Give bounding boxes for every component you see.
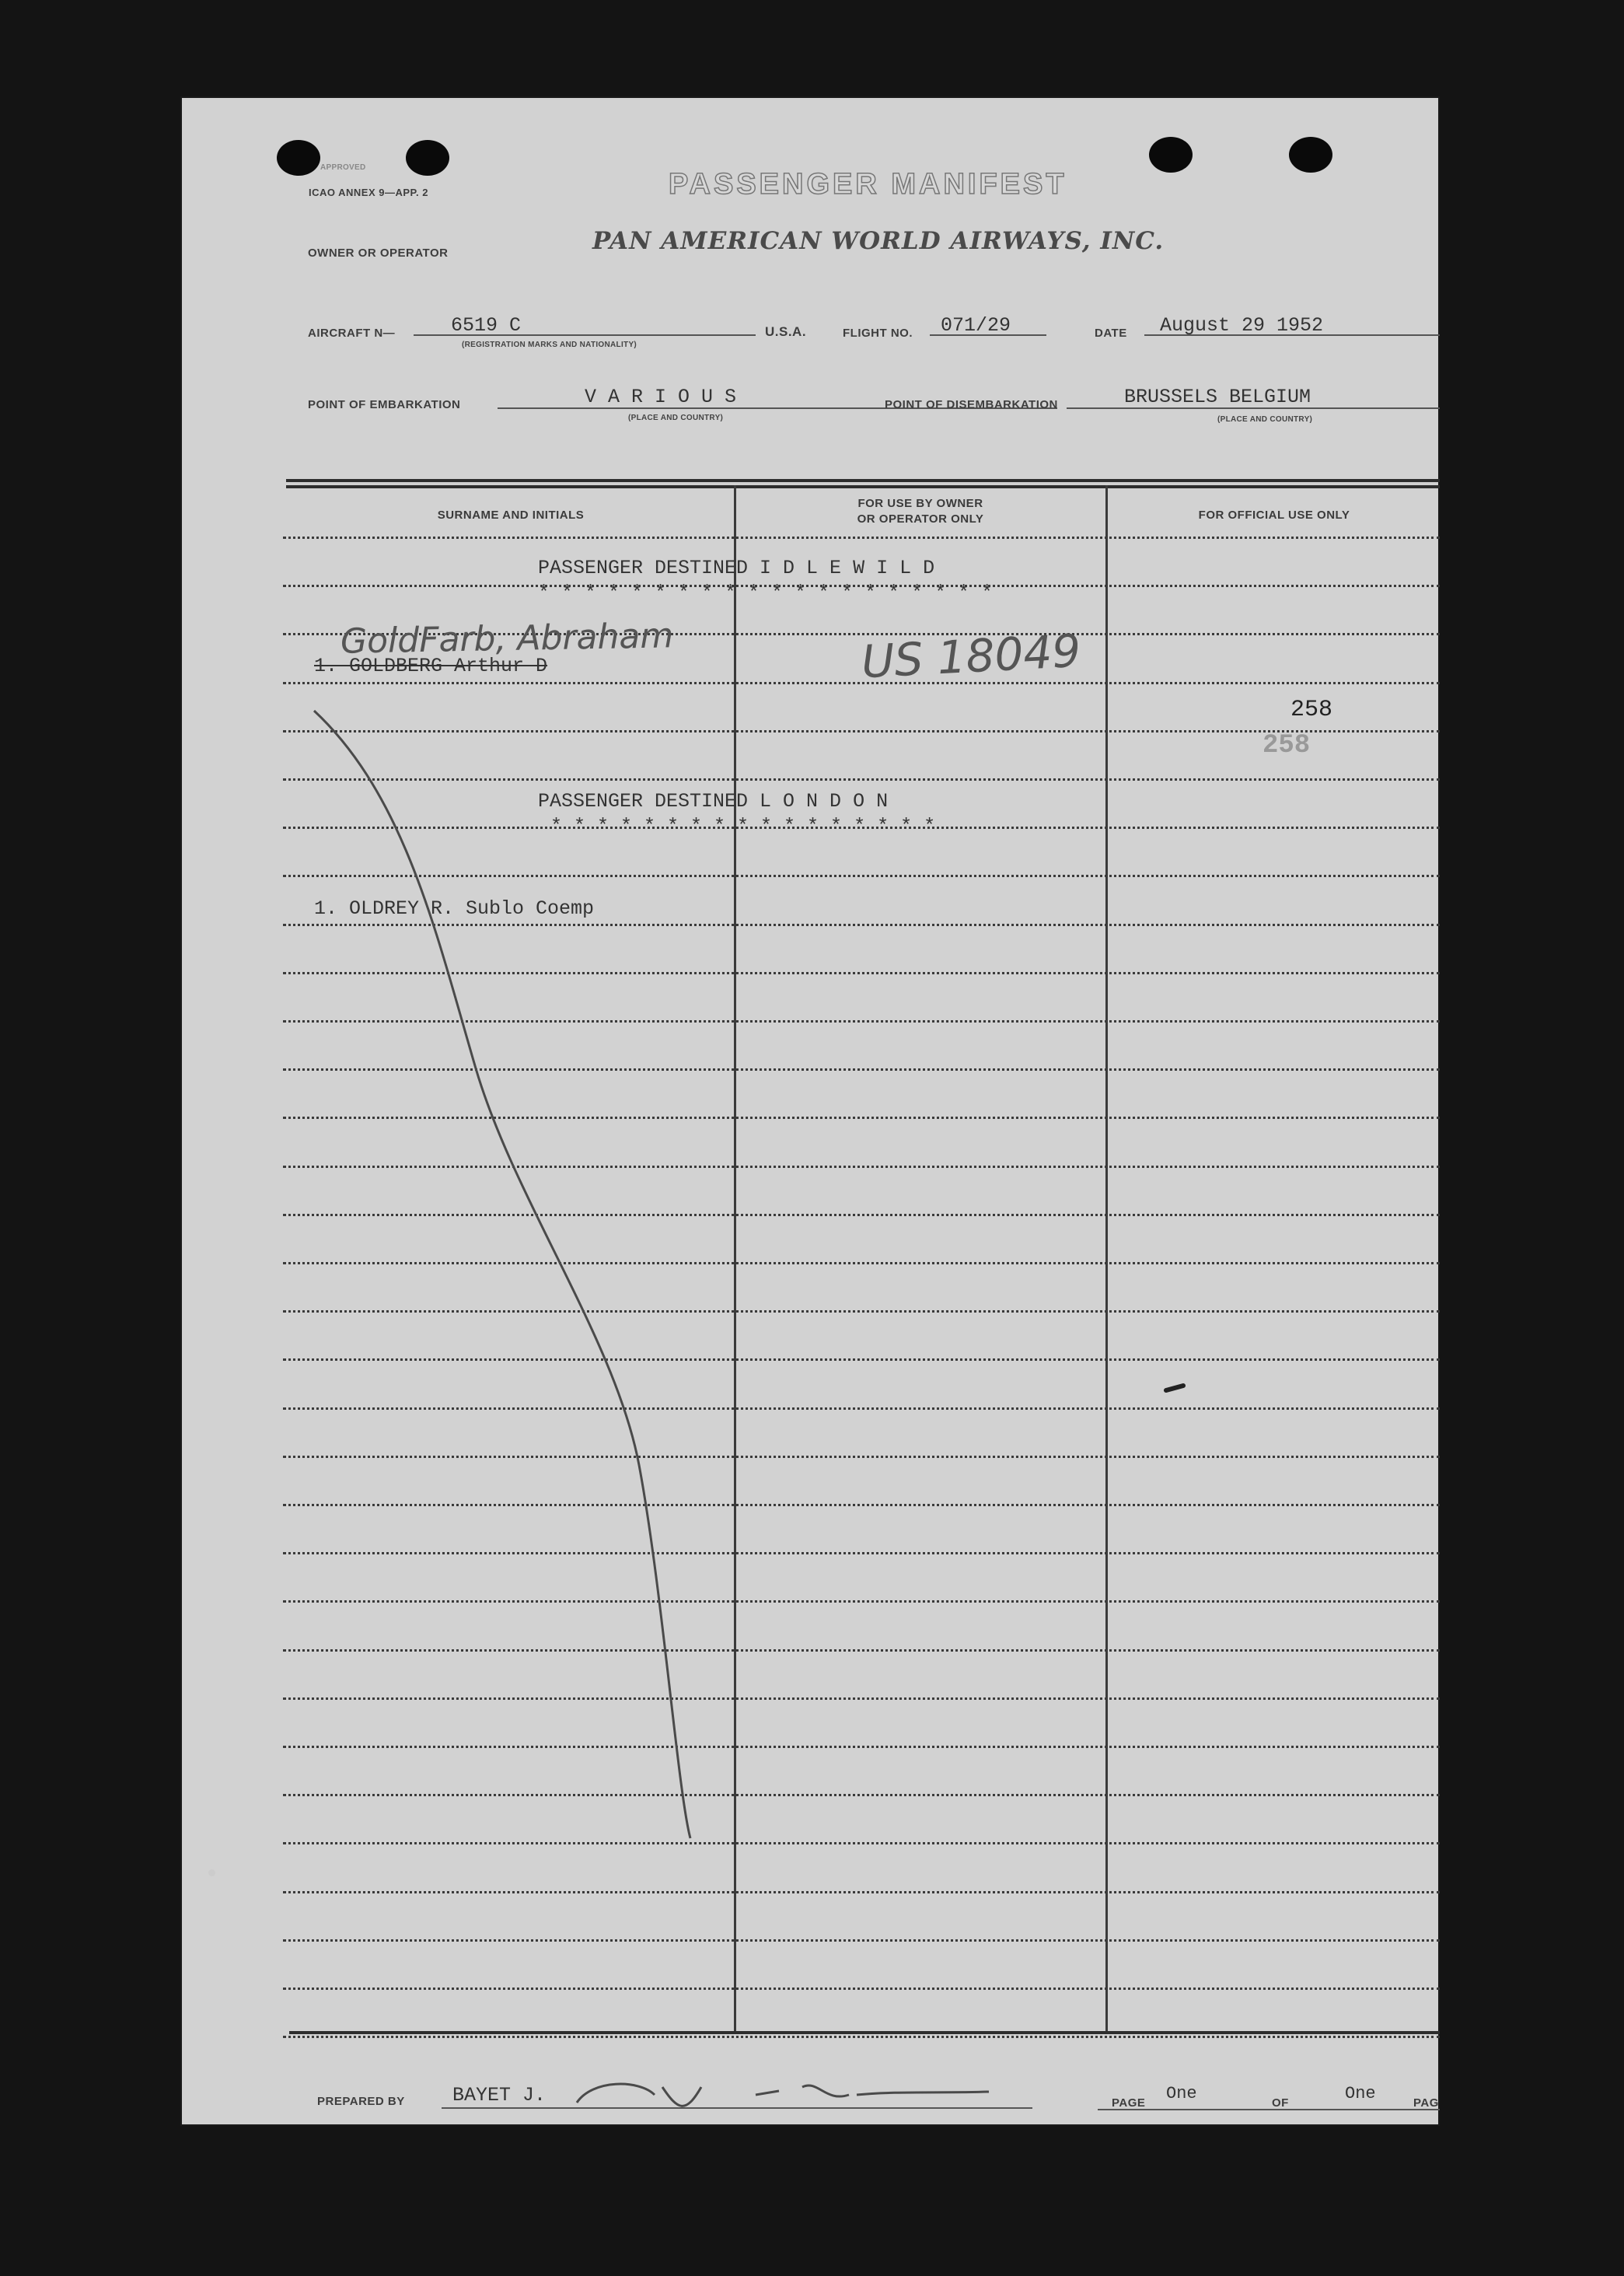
official-number: 258 xyxy=(1290,697,1333,723)
col-header-surname: SURNAME AND INITIALS xyxy=(437,509,585,522)
embark-label: POINT OF EMBARKATION xyxy=(308,398,461,411)
registration-note: (REGISTRATION MARKS AND NATIONALITY) xyxy=(462,341,637,349)
aircraft-value: 6519 C xyxy=(451,314,522,337)
pen-stroke xyxy=(180,96,1440,2126)
icao-note: ICAO ANNEX 9—APP. 2 xyxy=(309,187,428,198)
signature xyxy=(569,2071,1004,2118)
owner-label: OWNER OR OPERATOR xyxy=(308,246,449,260)
official-number-stamp: 258 xyxy=(1263,731,1311,760)
section2-heading: PASSENGER DESTINED L O N D O N xyxy=(538,790,889,813)
usa-label: U.S.A. xyxy=(765,324,807,339)
of-value: One xyxy=(1345,2084,1376,2103)
page-label: PAGE xyxy=(1112,2096,1146,2110)
of-label: OF xyxy=(1272,2096,1289,2110)
manifest-sheet xyxy=(180,96,1440,2126)
place-note-1: (PLACE AND COUNTRY) xyxy=(628,414,724,422)
disembark-label: POINT OF DISEMBARKATION xyxy=(885,398,1058,411)
flight-label: FLIGHT NO. xyxy=(843,327,913,340)
scan-speck xyxy=(208,1869,215,1876)
typed-name-struck: 1. GOLDBERG Arthur D xyxy=(314,655,548,677)
flight-value: 071/29 xyxy=(941,314,1011,337)
col-header-operator-1: FOR USE BY OWNER xyxy=(857,497,983,510)
page-value: One xyxy=(1166,2084,1197,2103)
approved-note: APPROVED xyxy=(320,163,366,172)
section1-heading: PASSENGER DESTINED I D L E W I L D xyxy=(538,557,935,579)
disembark-value: BRUSSELS BELGIUM xyxy=(1124,386,1311,408)
section1-stars: * * * * * * * * * * * * * * * * * * * * xyxy=(538,582,994,604)
date-value: August 29 1952 xyxy=(1160,314,1324,337)
handwritten-ref: US 18049 xyxy=(860,624,1082,689)
place-note-2: (PLACE AND COUNTRY) xyxy=(1217,415,1313,424)
prepared-label: PREPARED BY xyxy=(317,2095,405,2108)
passenger-entry-2: 1. OLDREY R. Sublo Coemp xyxy=(314,897,595,920)
pages-label: PAG xyxy=(1413,2096,1439,2110)
prepared-value: BAYET J. xyxy=(452,2084,547,2106)
embark-value: V A R I O U S xyxy=(585,386,737,408)
owner-value: PAN AMERICAN WORLD AIRWAYS, INC. xyxy=(592,227,1165,255)
section2-stars: * * * * * * * * * * * * * * * * * xyxy=(550,815,936,837)
aircraft-label: AIRCRAFT N— xyxy=(308,327,396,340)
col-header-official: FOR OFFICIAL USE ONLY xyxy=(1198,509,1350,522)
form-title: PASSENGER MANIFEST xyxy=(669,168,1067,201)
handwritten-name: GoldFarb, Abraham xyxy=(340,616,674,662)
date-label: DATE xyxy=(1095,327,1127,340)
col-header-operator-2: OR OPERATOR ONLY xyxy=(857,512,984,526)
